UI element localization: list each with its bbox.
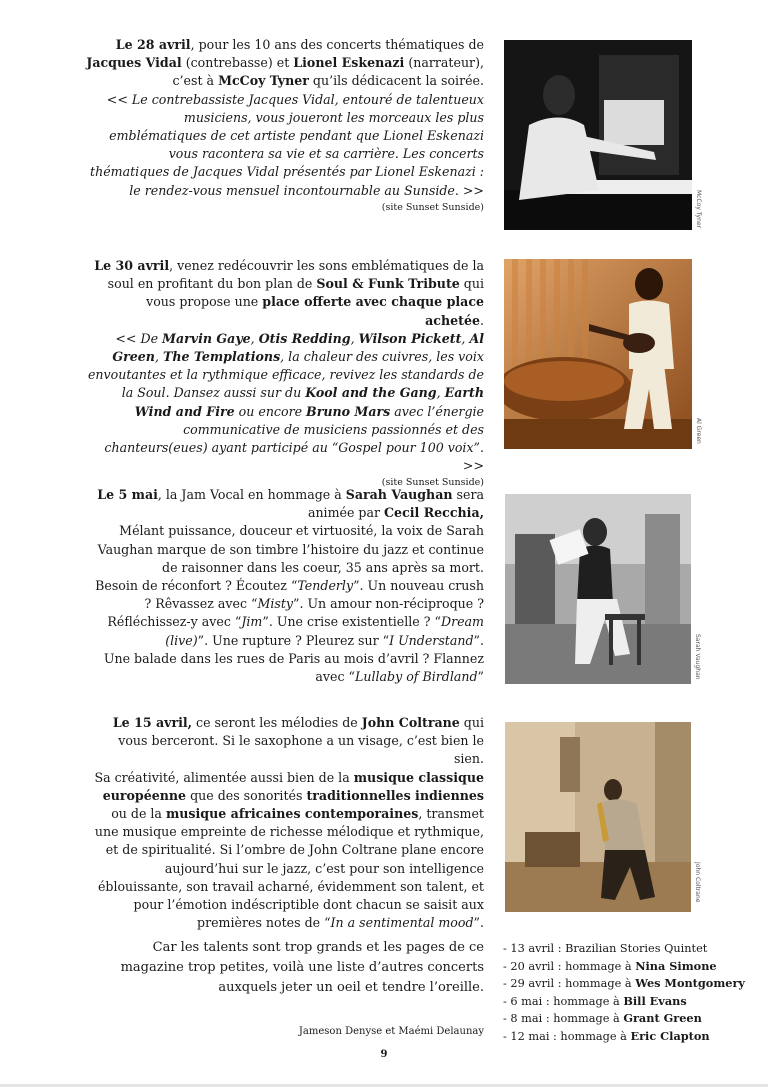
article-mccoy-tyner-intro: Le 28 avril, pour les 10 ans des concerts thématiques de Jacques Vidal (contrebasse) et Lionel Eskenazi (narrateur), c’est à McCoy Tyner qu’ils dédicacent la soirée. (86, 37, 484, 89)
article-mccoy-tyner-source: (site Sunset Sunside) (381, 201, 484, 213)
caption-sarah-vaughan: Sarah Vaughan (694, 634, 701, 680)
article-soul-funk (86, 257, 484, 491)
article-soul-funk-source: (site Sunset Sunside) (381, 477, 484, 489)
article-john-coltrane (86, 714, 484, 932)
article-mccoy-tyner-quote: << Le contrebassiste Jacques Vidal, entouré de talentueux musiciens, vous joueront les morceaux les plus emblématiques de cet artiste pendant que Lionel Eskenazi vous racontera sa vie et sa carrière. Les concerts thématiques de Jacques Vidal présentés par Lionel Eskenazi : le rendez-vous mensuel incontournable au Sunside. >> (90, 91, 484, 198)
article-sarah-vaughan (86, 486, 484, 686)
closing-paragraph: Car les talents sont trop grands et les pages de ce magazine trop petites, voilà une liste d’autres concerts auxquels jeter un oeil et tendre l’oreille. (120, 940, 484, 995)
list-item: - 29 avril : hommage à Wes Montgomery (503, 976, 745, 991)
article-soul-funk-intro: Le 30 avril, venez redécouvrir les sons emblématiques de la soul en profitant du bon plan de Soul & Funk Tribute qui vous propose une place offerte avec chaque place achetée. (94, 258, 484, 328)
article-john-coltrane-body: Sa créativité, alimentée aussi bien de la musique classique européenne que des sonorités traditionnelles indiennes ou de la musique africaines contemporaines, transmet une musique empreinte de richesse mélodique et rythmique, et de spiritualité. Si l’ombre de John Coltrane plane encore aujourd’hui sur le jazz, c’est pour son intelligence éblouissante, son travail acharné, évidemment son talent, et pour l’émotion indéscriptible dont chacun se saisit aux premières notes de “In a sentimental mood”. (94, 769, 484, 931)
authors-credit: Jameson Denyse et Maémi Delaunay (298, 1026, 484, 1037)
article-sarah-vaughan-intro: Le 5 mai, la Jam Vocal en hommage à Sarah Vaughan sera animée par Cecil Recchia, (97, 487, 484, 521)
photo-mccoy-tyner (504, 40, 692, 230)
caption-john-coltrane: John Coltrane (694, 862, 701, 903)
article-soul-funk-quote: << De Marvin Gaye, Otis Redding, Wilson Pickett, Al Green, The Templations, la chaleur des cuivres, les voix envoutantes et la rythmique efficace, revivez les standards de la Soul. Dansez aussi sur du Kool and the Gang, Earth Wind and Fire ou encore Bruno Mars avec l’énergie communicative de musiciens passionnés et des chanteurs(eues) ayant participé au “Gospel pour 100 voix”. >> (87, 330, 484, 474)
photo-sarah-vaughan (505, 494, 691, 684)
list-item: - 20 avril : hommage à Nina Simone (503, 958, 717, 973)
page-number: 9 (380, 1049, 388, 1060)
photo-john-coltrane (505, 722, 691, 912)
list-item: - 6 mai : hommage à Bill Evans (503, 993, 687, 1008)
list-item: - 8 mai : hommage à Grant Green (503, 1011, 702, 1026)
list-item: - 12 mai : hommage à Eric Clapton (503, 1028, 710, 1043)
article-sarah-vaughan-p1: Mélant puissance, douceur et virtuosité, la voix de Sarah Vaughan marque de son timbre l’histoire du jazz et continue de raisonner dans les coeur, 35 ans après sa mort. (97, 523, 484, 575)
photo-al-green (504, 259, 692, 449)
list-item: - 13 avril : Brazilian Stories Quintet (503, 942, 708, 955)
article-sarah-vaughan-p2: Besoin de réconfort ? Écoutez “Tenderly”. Un nouveau crush ? Rêvassez avec “Misty”. Un amour non-réciproque ? Réfléchissez-y avec “Jim”. Une crise existentielle ? “Dream (live)”. Une rupture ? Pleurez sur “I Understand”. (95, 578, 484, 648)
caption-mccoy-tyner: McCoy Tyner (695, 190, 702, 229)
concert-list (503, 940, 763, 1046)
article-sarah-vaughan-p3: Une balade dans les rues de Paris au mois d’avril ? Flannez avec “Lullaby of Birdland” (103, 650, 484, 685)
article-mccoy-tyner (86, 36, 484, 216)
caption-al-green: Al Green (695, 418, 702, 444)
article-john-coltrane-intro: Le 15 avril, ce seront les mélodies de John Coltrane qui vous berceront. Si le saxophone a un visage, c’est bien le sien. (112, 715, 484, 767)
